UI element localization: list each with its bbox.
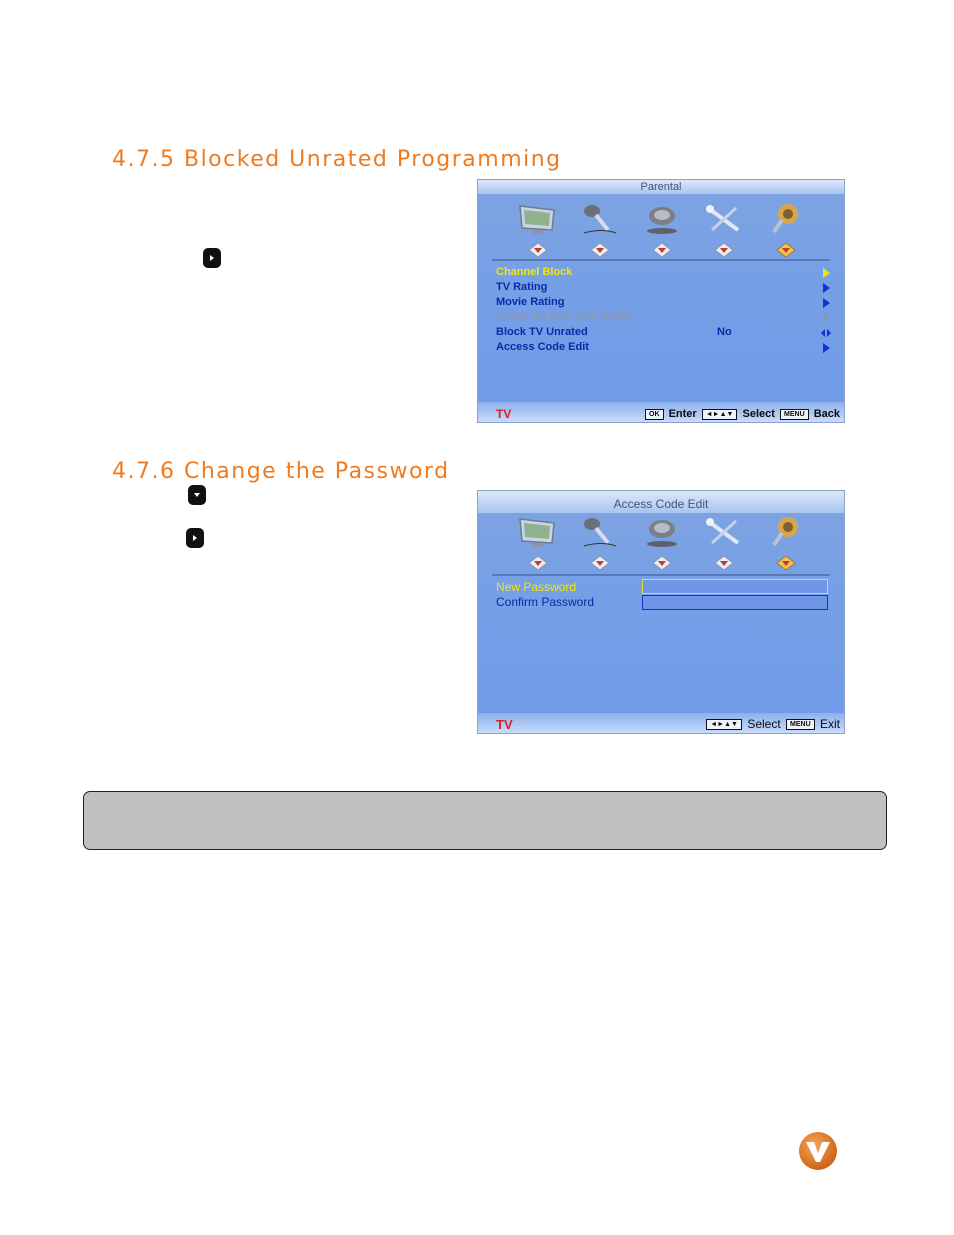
screen-title: Parental [640,181,682,193]
parental-icon[interactable] [764,202,808,236]
category-marker-icon [528,242,548,258]
note-box [83,791,887,850]
section-heading-change-password: 4.7.6 Change the Password [112,459,450,484]
menu-item-movie-rating[interactable] [496,296,836,311]
menu-divider [492,259,830,261]
category-marker-icon [590,242,610,258]
footer-help [643,408,840,420]
parental-menu-screen [477,179,845,423]
new-password-label: New Password [496,580,577,594]
tools-icon[interactable] [702,202,746,236]
menu-item-label: TV Rating [496,281,548,293]
confirm-password-label: Confirm Password [496,595,595,609]
setup-icon[interactable] [640,202,684,236]
right-arrow-button-icon [203,248,221,268]
right-arrow-icon [823,298,830,308]
menu-item-value: No [717,326,732,338]
enter-hint: Enter [668,408,697,420]
screen-title: Access Code Edit [613,497,709,511]
category-icon-row [516,515,816,577]
right-arrow-icon [823,343,830,353]
section-heading-blocked-unrated: 4.7.5 Blocked Unrated Programming [112,147,562,172]
menu-item-label: Access Code Edit [496,341,589,353]
menu-item-block-tv-unrated[interactable] [496,326,836,341]
right-arrow-button-icon [186,528,204,548]
audio-icon[interactable] [578,515,622,549]
category-marker-icon [652,555,672,571]
menu-item-label: Check for New DTV Rating [496,311,635,323]
category-marker-icon [714,242,734,258]
menu-item-label: Channel Block [496,266,573,278]
back-hint: Back [813,408,840,420]
picture-icon[interactable] [516,202,560,236]
category-marker-icon [652,242,672,258]
category-marker-icon [528,555,548,571]
menu-divider [492,574,830,576]
setup-icon[interactable] [640,515,684,549]
category-marker-icon [714,555,734,571]
category-marker-icon [590,555,610,571]
menu-item-access-code-edit[interactable] [496,341,836,356]
menu-item-tv-rating[interactable] [496,281,836,296]
select-hint: Select [742,408,775,420]
menu-key-icon: MENU [780,409,809,420]
exit-hint: Exit [819,717,840,731]
right-arrow-icon [823,283,830,293]
down-arrow-button-icon [188,485,206,505]
category-icon-row [516,202,816,264]
tools-icon[interactable] [702,515,746,549]
menu-item-channel-block[interactable] [496,266,836,281]
access-code-edit-screen [477,490,845,734]
menu-item-label: Block TV Unrated [496,326,588,338]
left-right-arrow-icon [820,328,832,338]
category-marker-active-icon [776,242,796,258]
right-arrow-icon [823,313,830,323]
menu-item-label: Movie Rating [496,296,565,308]
picture-icon[interactable] [516,515,560,549]
vizio-v-logo-icon [798,1131,838,1171]
right-arrow-icon [823,268,830,278]
footer-help [704,717,840,731]
menu-key-icon: MENU [786,719,815,730]
input-source-label: TV [496,717,513,732]
nav-key-icon: ◄►▲▼ [702,409,738,420]
category-marker-active-icon [776,555,796,571]
audio-icon[interactable] [578,202,622,236]
nav-key-icon: ◄►▲▼ [706,719,742,730]
ok-key-icon: OK [645,409,664,420]
new-password-field[interactable] [642,579,828,594]
parental-icon[interactable] [764,515,808,549]
menu-item-check-new-dtv-rating [496,311,836,326]
confirm-password-field[interactable] [642,595,828,610]
input-source-label: TV [496,407,512,421]
select-hint: Select [747,717,781,731]
